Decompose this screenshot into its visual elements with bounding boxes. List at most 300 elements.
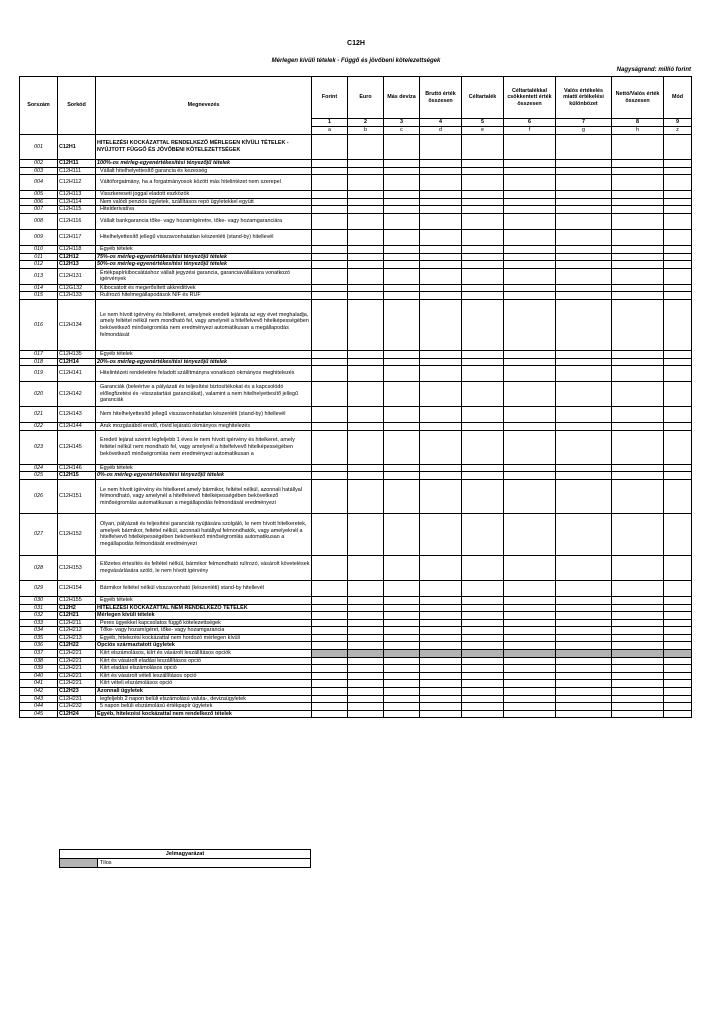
- value-cell[interactable]: [504, 284, 556, 292]
- value-cell[interactable]: [664, 167, 692, 175]
- value-cell[interactable]: [664, 596, 692, 604]
- value-cell[interactable]: [664, 423, 692, 431]
- value-cell[interactable]: [462, 423, 504, 431]
- value-cell[interactable]: [420, 650, 462, 658]
- value-cell[interactable]: [420, 513, 462, 555]
- value-cell[interactable]: [504, 213, 556, 229]
- value-cell[interactable]: [612, 299, 664, 350]
- value-cell[interactable]: [664, 555, 692, 580]
- value-cell[interactable]: [664, 284, 692, 292]
- value-cell[interactable]: [612, 642, 664, 650]
- value-cell[interactable]: [420, 596, 462, 604]
- value-cell[interactable]: [312, 604, 348, 612]
- value-cell[interactable]: [462, 430, 504, 464]
- value-cell[interactable]: [462, 513, 504, 555]
- value-cell[interactable]: [664, 175, 692, 191]
- value-cell[interactable]: [384, 657, 420, 665]
- value-cell[interactable]: [504, 555, 556, 580]
- value-cell[interactable]: [462, 253, 504, 261]
- value-cell[interactable]: [504, 688, 556, 696]
- value-cell[interactable]: [312, 245, 348, 253]
- value-cell[interactable]: [664, 627, 692, 635]
- value-cell[interactable]: [556, 268, 612, 284]
- value-cell[interactable]: [612, 634, 664, 642]
- value-cell[interactable]: [556, 479, 612, 513]
- value-cell[interactable]: [420, 292, 462, 300]
- value-cell[interactable]: [504, 596, 556, 604]
- value-cell[interactable]: [462, 596, 504, 604]
- value-cell[interactable]: [612, 464, 664, 472]
- value-cell[interactable]: [556, 612, 612, 620]
- value-cell[interactable]: [664, 513, 692, 555]
- value-cell[interactable]: [462, 703, 504, 711]
- value-cell[interactable]: [420, 382, 462, 407]
- value-cell[interactable]: [420, 299, 462, 350]
- value-cell[interactable]: [384, 472, 420, 480]
- value-cell[interactable]: [312, 672, 348, 680]
- value-cell[interactable]: [556, 292, 612, 300]
- value-cell[interactable]: [420, 665, 462, 673]
- value-cell[interactable]: [312, 580, 348, 596]
- value-cell[interactable]: [348, 634, 384, 642]
- value-cell[interactable]: [420, 479, 462, 513]
- value-cell[interactable]: [462, 580, 504, 596]
- value-cell[interactable]: [504, 650, 556, 658]
- value-cell[interactable]: [664, 198, 692, 206]
- value-cell[interactable]: [462, 135, 504, 160]
- value-cell[interactable]: [348, 680, 384, 688]
- value-cell[interactable]: [420, 206, 462, 214]
- value-cell[interactable]: [348, 191, 384, 199]
- value-cell[interactable]: [504, 710, 556, 718]
- value-cell[interactable]: [384, 680, 420, 688]
- value-cell[interactable]: [348, 299, 384, 350]
- value-cell[interactable]: [420, 634, 462, 642]
- value-cell[interactable]: [556, 703, 612, 711]
- value-cell[interactable]: [462, 229, 504, 245]
- value-cell[interactable]: [612, 350, 664, 358]
- value-cell[interactable]: [462, 198, 504, 206]
- value-cell[interactable]: [664, 619, 692, 627]
- value-cell[interactable]: [612, 407, 664, 423]
- value-cell[interactable]: [348, 430, 384, 464]
- value-cell[interactable]: [556, 680, 612, 688]
- value-cell[interactable]: [556, 555, 612, 580]
- value-cell[interactable]: [664, 650, 692, 658]
- value-cell[interactable]: [312, 366, 348, 382]
- value-cell[interactable]: [348, 612, 384, 620]
- value-cell[interactable]: [384, 695, 420, 703]
- value-cell[interactable]: [420, 695, 462, 703]
- value-cell[interactable]: [312, 464, 348, 472]
- value-cell[interactable]: [420, 612, 462, 620]
- value-cell[interactable]: [664, 580, 692, 596]
- value-cell[interactable]: [420, 555, 462, 580]
- value-cell[interactable]: [312, 688, 348, 696]
- value-cell[interactable]: [420, 710, 462, 718]
- value-cell[interactable]: [504, 612, 556, 620]
- value-cell[interactable]: [612, 627, 664, 635]
- value-cell[interactable]: [348, 604, 384, 612]
- value-cell[interactable]: [556, 198, 612, 206]
- value-cell[interactable]: [556, 284, 612, 292]
- value-cell[interactable]: [384, 703, 420, 711]
- value-cell[interactable]: [348, 423, 384, 431]
- value-cell[interactable]: [504, 292, 556, 300]
- value-cell[interactable]: [612, 284, 664, 292]
- value-cell[interactable]: [612, 366, 664, 382]
- value-cell[interactable]: [664, 430, 692, 464]
- value-cell[interactable]: [420, 191, 462, 199]
- value-cell[interactable]: [384, 191, 420, 199]
- value-cell[interactable]: [420, 350, 462, 358]
- value-cell[interactable]: [612, 604, 664, 612]
- value-cell[interactable]: [384, 253, 420, 261]
- value-cell[interactable]: [462, 464, 504, 472]
- value-cell[interactable]: [348, 479, 384, 513]
- value-cell[interactable]: [312, 206, 348, 214]
- value-cell[interactable]: [312, 642, 348, 650]
- value-cell[interactable]: [348, 710, 384, 718]
- value-cell[interactable]: [348, 198, 384, 206]
- value-cell[interactable]: [462, 650, 504, 658]
- value-cell[interactable]: [612, 423, 664, 431]
- value-cell[interactable]: [384, 299, 420, 350]
- value-cell[interactable]: [312, 703, 348, 711]
- value-cell[interactable]: [348, 135, 384, 160]
- value-cell[interactable]: [462, 627, 504, 635]
- value-cell[interactable]: [612, 261, 664, 269]
- value-cell[interactable]: [348, 268, 384, 284]
- value-cell[interactable]: [556, 710, 612, 718]
- value-cell[interactable]: [348, 229, 384, 245]
- value-cell[interactable]: [384, 198, 420, 206]
- value-cell[interactable]: [664, 382, 692, 407]
- value-cell[interactable]: [384, 358, 420, 366]
- value-cell[interactable]: [312, 198, 348, 206]
- value-cell[interactable]: [664, 135, 692, 160]
- value-cell[interactable]: [556, 688, 612, 696]
- value-cell[interactable]: [312, 513, 348, 555]
- value-cell[interactable]: [556, 135, 612, 160]
- value-cell[interactable]: [612, 198, 664, 206]
- value-cell[interactable]: [556, 358, 612, 366]
- value-cell[interactable]: [420, 268, 462, 284]
- value-cell[interactable]: [612, 213, 664, 229]
- value-cell[interactable]: [664, 160, 692, 168]
- value-cell[interactable]: [462, 657, 504, 665]
- value-cell[interactable]: [462, 665, 504, 673]
- value-cell[interactable]: [384, 175, 420, 191]
- value-cell[interactable]: [612, 167, 664, 175]
- value-cell[interactable]: [384, 167, 420, 175]
- value-cell[interactable]: [312, 627, 348, 635]
- value-cell[interactable]: [312, 472, 348, 480]
- value-cell[interactable]: [462, 710, 504, 718]
- value-cell[interactable]: [348, 167, 384, 175]
- value-cell[interactable]: [462, 366, 504, 382]
- value-cell[interactable]: [556, 580, 612, 596]
- value-cell[interactable]: [384, 245, 420, 253]
- value-cell[interactable]: [504, 627, 556, 635]
- value-cell[interactable]: [312, 634, 348, 642]
- value-cell[interactable]: [462, 472, 504, 480]
- value-cell[interactable]: [664, 191, 692, 199]
- value-cell[interactable]: [612, 430, 664, 464]
- value-cell[interactable]: [462, 680, 504, 688]
- value-cell[interactable]: [462, 612, 504, 620]
- value-cell[interactable]: [462, 672, 504, 680]
- value-cell[interactable]: [664, 680, 692, 688]
- value-cell[interactable]: [504, 423, 556, 431]
- value-cell[interactable]: [420, 672, 462, 680]
- value-cell[interactable]: [420, 688, 462, 696]
- value-cell[interactable]: [462, 479, 504, 513]
- value-cell[interactable]: [384, 430, 420, 464]
- value-cell[interactable]: [312, 135, 348, 160]
- value-cell[interactable]: [348, 366, 384, 382]
- value-cell[interactable]: [504, 382, 556, 407]
- value-cell[interactable]: [420, 229, 462, 245]
- value-cell[interactable]: [348, 688, 384, 696]
- value-cell[interactable]: [384, 479, 420, 513]
- value-cell[interactable]: [556, 665, 612, 673]
- value-cell[interactable]: [556, 175, 612, 191]
- value-cell[interactable]: [556, 513, 612, 555]
- value-cell[interactable]: [384, 619, 420, 627]
- value-cell[interactable]: [612, 619, 664, 627]
- value-cell[interactable]: [312, 555, 348, 580]
- value-cell[interactable]: [504, 464, 556, 472]
- value-cell[interactable]: [556, 245, 612, 253]
- value-cell[interactable]: [612, 253, 664, 261]
- value-cell[interactable]: [556, 464, 612, 472]
- value-cell[interactable]: [420, 135, 462, 160]
- value-cell[interactable]: [348, 382, 384, 407]
- value-cell[interactable]: [612, 191, 664, 199]
- value-cell[interactable]: [612, 596, 664, 604]
- value-cell[interactable]: [312, 191, 348, 199]
- value-cell[interactable]: [384, 213, 420, 229]
- value-cell[interactable]: [462, 292, 504, 300]
- value-cell[interactable]: [504, 253, 556, 261]
- value-cell[interactable]: [612, 358, 664, 366]
- value-cell[interactable]: [664, 229, 692, 245]
- value-cell[interactable]: [420, 167, 462, 175]
- value-cell[interactable]: [420, 366, 462, 382]
- value-cell[interactable]: [384, 513, 420, 555]
- value-cell[interactable]: [664, 253, 692, 261]
- value-cell[interactable]: [420, 198, 462, 206]
- value-cell[interactable]: [384, 642, 420, 650]
- value-cell[interactable]: [384, 229, 420, 245]
- value-cell[interactable]: [612, 292, 664, 300]
- value-cell[interactable]: [384, 135, 420, 160]
- value-cell[interactable]: [612, 703, 664, 711]
- value-cell[interactable]: [556, 206, 612, 214]
- value-cell[interactable]: [462, 299, 504, 350]
- value-cell[interactable]: [462, 268, 504, 284]
- value-cell[interactable]: [462, 688, 504, 696]
- value-cell[interactable]: [384, 580, 420, 596]
- value-cell[interactable]: [664, 213, 692, 229]
- value-cell[interactable]: [384, 627, 420, 635]
- value-cell[interactable]: [612, 472, 664, 480]
- value-cell[interactable]: [612, 665, 664, 673]
- value-cell[interactable]: [348, 619, 384, 627]
- value-cell[interactable]: [348, 627, 384, 635]
- value-cell[interactable]: [312, 596, 348, 604]
- value-cell[interactable]: [420, 464, 462, 472]
- value-cell[interactable]: [504, 135, 556, 160]
- value-cell[interactable]: [504, 672, 556, 680]
- value-cell[interactable]: [420, 284, 462, 292]
- value-cell[interactable]: [348, 292, 384, 300]
- value-cell[interactable]: [312, 695, 348, 703]
- value-cell[interactable]: [556, 423, 612, 431]
- value-cell[interactable]: [612, 710, 664, 718]
- value-cell[interactable]: [420, 175, 462, 191]
- value-cell[interactable]: [312, 612, 348, 620]
- value-cell[interactable]: [556, 634, 612, 642]
- value-cell[interactable]: [384, 350, 420, 358]
- value-cell[interactable]: [348, 695, 384, 703]
- value-cell[interactable]: [556, 642, 612, 650]
- value-cell[interactable]: [664, 358, 692, 366]
- value-cell[interactable]: [612, 206, 664, 214]
- value-cell[interactable]: [556, 160, 612, 168]
- value-cell[interactable]: [664, 206, 692, 214]
- value-cell[interactable]: [462, 619, 504, 627]
- value-cell[interactable]: [462, 284, 504, 292]
- value-cell[interactable]: [312, 284, 348, 292]
- value-cell[interactable]: [384, 407, 420, 423]
- value-cell[interactable]: [664, 634, 692, 642]
- value-cell[interactable]: [420, 430, 462, 464]
- value-cell[interactable]: [504, 642, 556, 650]
- value-cell[interactable]: [504, 366, 556, 382]
- value-cell[interactable]: [348, 642, 384, 650]
- value-cell[interactable]: [504, 407, 556, 423]
- value-cell[interactable]: [312, 350, 348, 358]
- value-cell[interactable]: [612, 268, 664, 284]
- value-cell[interactable]: [348, 253, 384, 261]
- value-cell[interactable]: [420, 472, 462, 480]
- value-cell[interactable]: [462, 245, 504, 253]
- value-cell[interactable]: [348, 672, 384, 680]
- value-cell[interactable]: [462, 175, 504, 191]
- value-cell[interactable]: [664, 261, 692, 269]
- value-cell[interactable]: [612, 650, 664, 658]
- value-cell[interactable]: [312, 650, 348, 658]
- value-cell[interactable]: [612, 160, 664, 168]
- value-cell[interactable]: [420, 580, 462, 596]
- value-cell[interactable]: [556, 430, 612, 464]
- value-cell[interactable]: [384, 596, 420, 604]
- value-cell[interactable]: [504, 680, 556, 688]
- value-cell[interactable]: [556, 619, 612, 627]
- value-cell[interactable]: [612, 580, 664, 596]
- value-cell[interactable]: [312, 175, 348, 191]
- value-cell[interactable]: [612, 688, 664, 696]
- value-cell[interactable]: [504, 513, 556, 555]
- value-cell[interactable]: [664, 472, 692, 480]
- value-cell[interactable]: [420, 657, 462, 665]
- value-cell[interactable]: [504, 167, 556, 175]
- value-cell[interactable]: [504, 299, 556, 350]
- value-cell[interactable]: [664, 299, 692, 350]
- value-cell[interactable]: [612, 612, 664, 620]
- value-cell[interactable]: [612, 245, 664, 253]
- value-cell[interactable]: [664, 245, 692, 253]
- value-cell[interactable]: [312, 253, 348, 261]
- value-cell[interactable]: [556, 604, 612, 612]
- value-cell[interactable]: [664, 464, 692, 472]
- value-cell[interactable]: [504, 634, 556, 642]
- value-cell[interactable]: [462, 382, 504, 407]
- value-cell[interactable]: [556, 657, 612, 665]
- value-cell[interactable]: [664, 695, 692, 703]
- value-cell[interactable]: [384, 423, 420, 431]
- value-cell[interactable]: [384, 160, 420, 168]
- value-cell[interactable]: [384, 284, 420, 292]
- value-cell[interactable]: [312, 430, 348, 464]
- value-cell[interactable]: [556, 167, 612, 175]
- value-cell[interactable]: [556, 366, 612, 382]
- value-cell[interactable]: [462, 206, 504, 214]
- value-cell[interactable]: [664, 657, 692, 665]
- value-cell[interactable]: [312, 382, 348, 407]
- value-cell[interactable]: [664, 672, 692, 680]
- value-cell[interactable]: [556, 672, 612, 680]
- value-cell[interactable]: [312, 268, 348, 284]
- value-cell[interactable]: [462, 261, 504, 269]
- value-cell[interactable]: [556, 261, 612, 269]
- value-cell[interactable]: [504, 198, 556, 206]
- value-cell[interactable]: [348, 472, 384, 480]
- value-cell[interactable]: [462, 642, 504, 650]
- value-cell[interactable]: [504, 175, 556, 191]
- value-cell[interactable]: [384, 268, 420, 284]
- value-cell[interactable]: [384, 612, 420, 620]
- value-cell[interactable]: [556, 253, 612, 261]
- value-cell[interactable]: [504, 479, 556, 513]
- value-cell[interactable]: [462, 160, 504, 168]
- value-cell[interactable]: [312, 167, 348, 175]
- value-cell[interactable]: [504, 206, 556, 214]
- value-cell[interactable]: [462, 407, 504, 423]
- value-cell[interactable]: [348, 657, 384, 665]
- value-cell[interactable]: [504, 430, 556, 464]
- value-cell[interactable]: [612, 479, 664, 513]
- value-cell[interactable]: [462, 167, 504, 175]
- value-cell[interactable]: [348, 206, 384, 214]
- value-cell[interactable]: [664, 350, 692, 358]
- value-cell[interactable]: [312, 213, 348, 229]
- value-cell[interactable]: [504, 665, 556, 673]
- value-cell[interactable]: [462, 604, 504, 612]
- value-cell[interactable]: [556, 407, 612, 423]
- value-cell[interactable]: [612, 229, 664, 245]
- value-cell[interactable]: [420, 253, 462, 261]
- value-cell[interactable]: [612, 680, 664, 688]
- value-cell[interactable]: [384, 366, 420, 382]
- value-cell[interactable]: [312, 299, 348, 350]
- value-cell[interactable]: [612, 555, 664, 580]
- value-cell[interactable]: [384, 382, 420, 407]
- value-cell[interactable]: [420, 680, 462, 688]
- value-cell[interactable]: [348, 665, 384, 673]
